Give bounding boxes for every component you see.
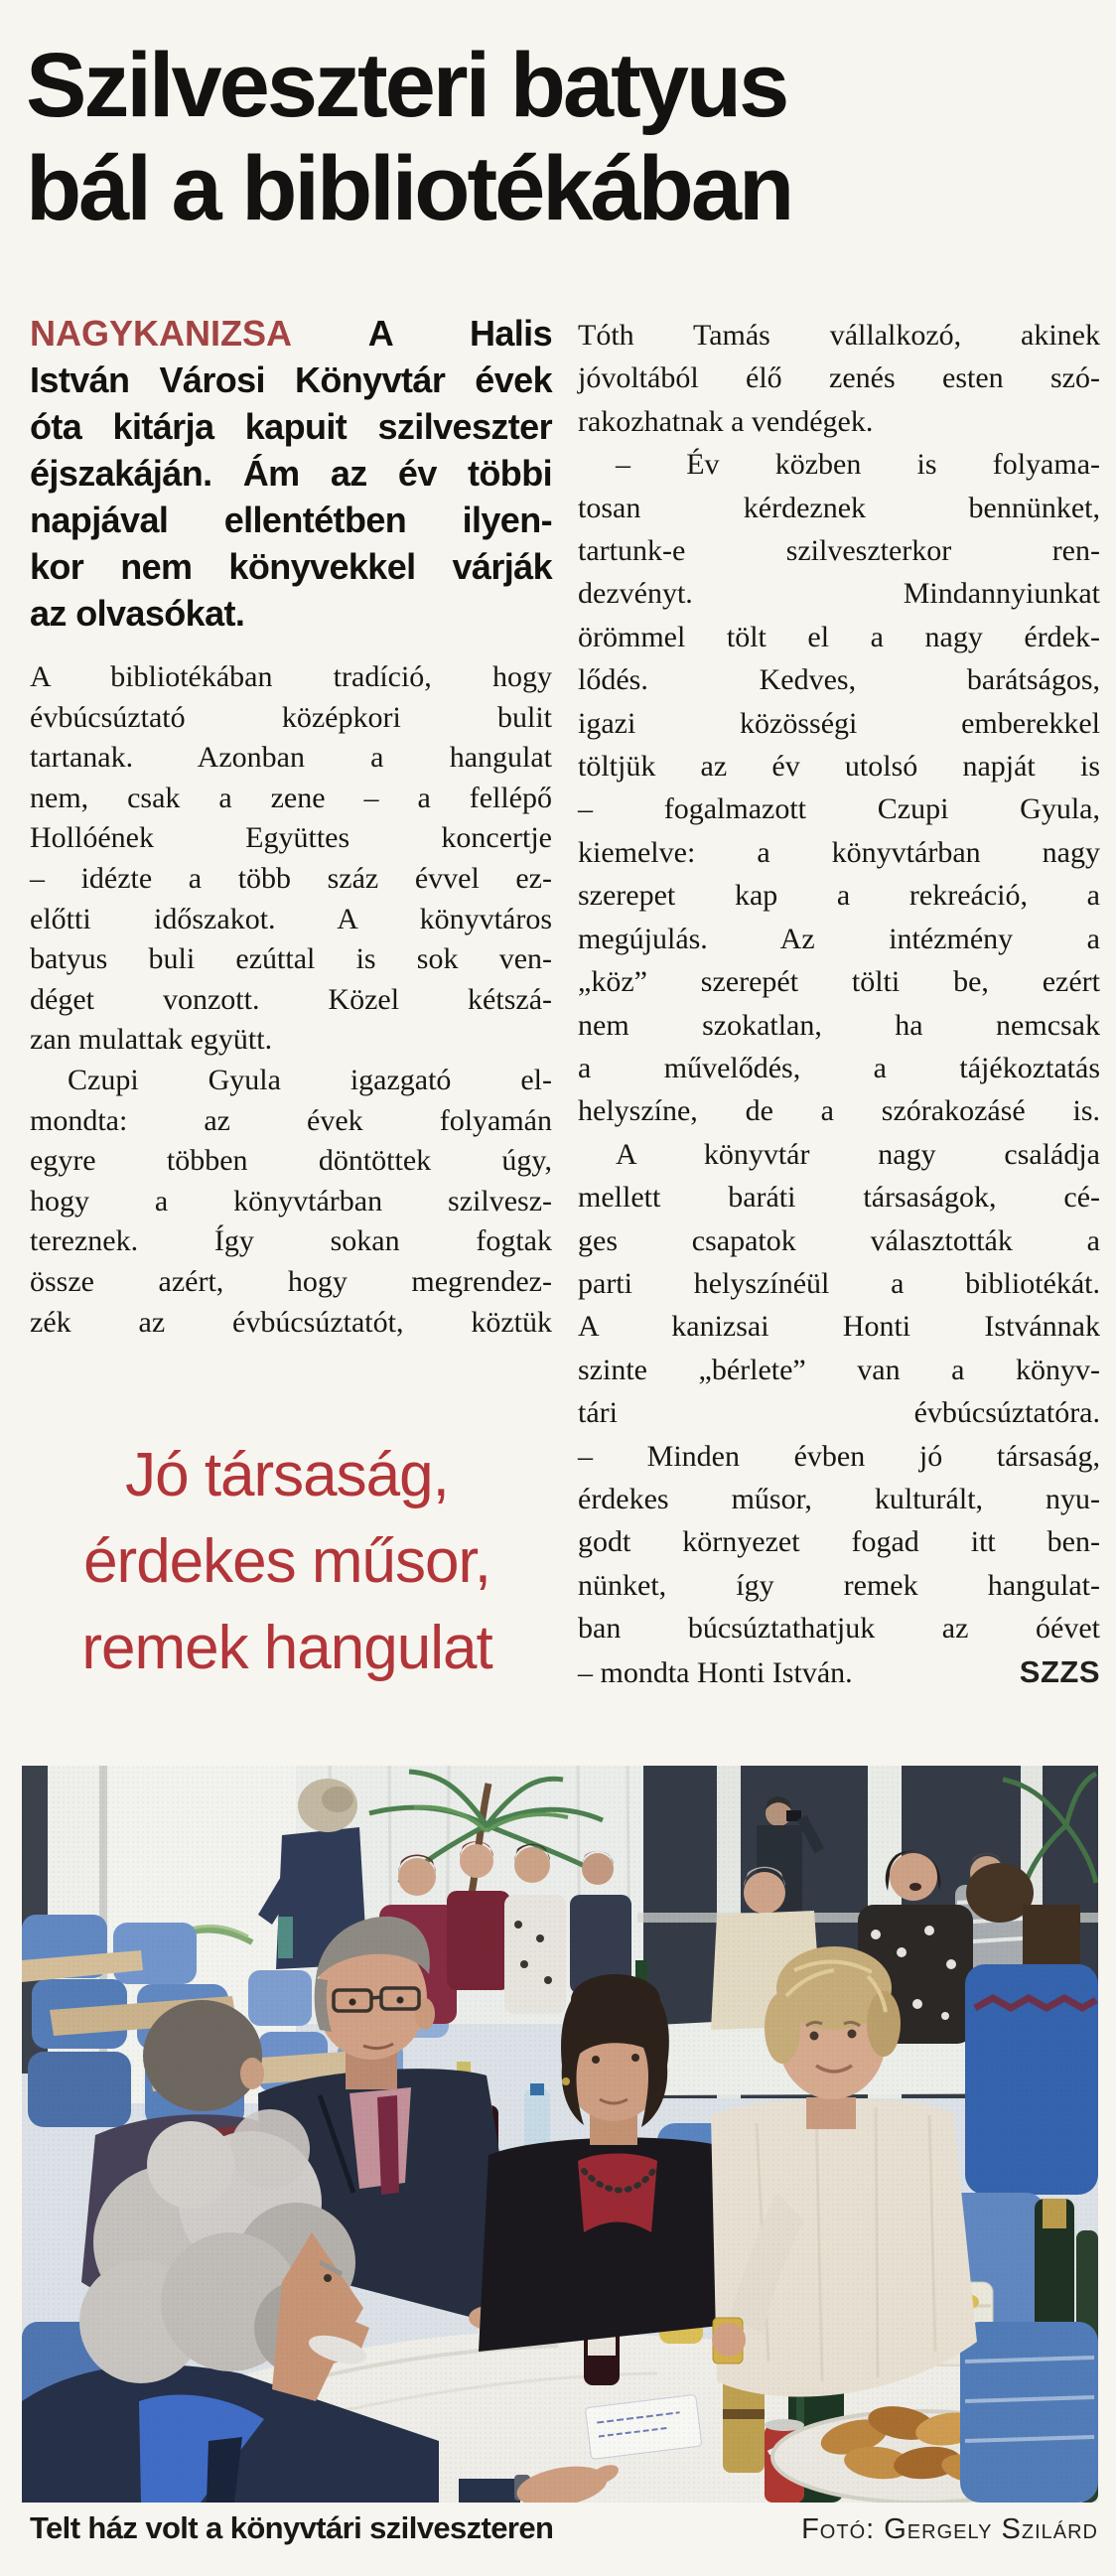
paragraph — [30, 657, 552, 1061]
body-line: Hollóének Együttes koncertje — [30, 821, 552, 855]
article-title-line: bál a bibliotékában — [26, 138, 792, 239]
lead-line: napjával ellentétben ilyen- — [30, 500, 552, 540]
body-line: – fogalmazott Czupi Gyula, — [578, 792, 1100, 826]
lead-paragraph — [30, 310, 552, 637]
body-line: „köz” szerepét tölti be, ezért — [578, 965, 1100, 999]
left-column — [30, 657, 552, 1343]
lead-first-line — [30, 310, 552, 357]
body-line: nem, csak a zene – a fellépő — [30, 781, 552, 814]
body-line: tosan kérdeznek bennünket, — [578, 491, 1100, 524]
lead-line: éjszakáján. Ám az év többi — [30, 453, 552, 494]
body-line: tereznek. Így sokan fogtak — [30, 1224, 552, 1258]
body-line: A bibliotékában tradíció, hogy — [30, 660, 552, 693]
article-title — [26, 34, 1098, 240]
body-line: kiemelve: a könyvtárban nagy — [578, 835, 1100, 869]
body-line: Tóth Tamás vállalkozó, akinek — [578, 319, 1100, 352]
lead-line: István Városi Könyvtár évek — [30, 359, 552, 400]
photo-caption: Telt ház volt a könyvtári szilveszteren — [30, 2510, 554, 2545]
body-line: ban búcsúztathatjuk az óévet — [578, 1612, 1100, 1646]
body-line: a művelődés, a tájékoztatás — [578, 1051, 1100, 1084]
photo-credit: Fotó: Gergely Szilárd — [801, 2513, 1098, 2545]
lead-line: az olvasókat. — [30, 593, 245, 634]
body-line: nünket, így remek hangulat- — [578, 1568, 1100, 1602]
body-line: zan mulattak együtt. — [30, 1023, 273, 1057]
pull-quote-line: remek hangulat — [81, 1614, 492, 1682]
body-line: dezvényt. Mindannyiunkat — [578, 577, 1100, 611]
pull-quote-line: Jó társaság, — [125, 1441, 449, 1509]
pull-quote — [22, 1432, 552, 1691]
lead-lines — [30, 357, 552, 637]
body-line: igazi közösségi emberekkel — [578, 706, 1100, 740]
body-line: tári évbúcsúztatóra. — [578, 1396, 1100, 1430]
body-line: nem szokatlan, ha nemcsak — [578, 1008, 1100, 1042]
body-line: rakozhatnak a vendégek. — [578, 404, 874, 438]
body-line: A könyvtár nagy családja — [616, 1137, 1100, 1171]
paragraph — [578, 443, 1100, 1133]
body-line: szerepet kap a rekreáció, a — [578, 879, 1100, 913]
body-line: hogy a könyvtárban szilvesz- — [30, 1184, 552, 1217]
body-line: – Minden évben jó társaság, — [578, 1439, 1100, 1473]
body-line: lődés. Kedves, barátságos, — [578, 663, 1100, 697]
body-line: szinte „bérlete” van a könyv- — [578, 1353, 1100, 1386]
body-line: déget vonzott. Közel kétszá- — [30, 982, 552, 1016]
lead-line: kor nem könyvekkel várják — [30, 546, 552, 587]
body-line: megújulás. Az intézmény a — [578, 922, 1100, 955]
body-line: előtti időszakot. A könyvtáros — [30, 902, 552, 935]
lead-line: óta kitárja kapuit szilveszter — [30, 406, 552, 447]
closing-line — [578, 1650, 1100, 1694]
paragraph — [30, 1061, 552, 1343]
photo-caption-row — [30, 2510, 1098, 2546]
body-line: parti helyszínéül a bibliotékát. — [578, 1266, 1100, 1300]
right-column — [578, 314, 1100, 1694]
dateline-tag: NAGYKANIZSA — [30, 313, 293, 354]
body-line: – Év közben is folyama- — [616, 448, 1100, 482]
body-line: egyre többen döntöttek úgy, — [30, 1144, 552, 1178]
body-line: töltjük az év utolsó napját is — [578, 750, 1100, 784]
closing-text: – mondta Honti István. — [578, 1655, 853, 1689]
body-line: jóvoltából élő zenés esten szó- — [578, 361, 1100, 395]
paragraph — [578, 1133, 1100, 1650]
photo-illustration — [22, 1766, 1098, 2503]
lead-first-rest: A Halis — [367, 313, 552, 354]
paragraph — [578, 314, 1100, 443]
body-line: tartunk-e szilveszterkor ren- — [578, 534, 1100, 568]
body-line: mellett baráti társaságok, cé- — [578, 1181, 1100, 1215]
author-initials: SZZS — [1019, 1653, 1100, 1689]
body-line: – idézte a több száz évvel ez- — [30, 861, 552, 895]
body-line: batyus buli ezúttal is sok ven- — [30, 942, 552, 976]
pull-quote-line: érdekes műsor, — [83, 1527, 490, 1596]
body-line: Czupi Gyula igazgató el- — [68, 1063, 552, 1096]
body-line: ges csapatok választották a — [578, 1223, 1100, 1257]
body-line: mondta: az évek folyamán — [30, 1103, 552, 1137]
body-line: godt környezet fogad itt ben- — [578, 1525, 1100, 1559]
body-line: helyszíne, de a szórakozásé is. — [578, 1094, 1100, 1128]
article-title-line: Szilveszteri batyus — [26, 35, 787, 136]
body-line: össze azért, hogy megrendez- — [30, 1264, 552, 1298]
body-line: évbúcsúztató középkori bulit — [30, 700, 552, 734]
body-line: A kanizsai Honti Istvánnak — [578, 1310, 1100, 1344]
body-line: örömmel tölt el a nagy érdek- — [578, 620, 1100, 653]
body-line: érdekes műsor, kulturált, nyu- — [578, 1482, 1100, 1515]
body-line: tartanak. Azonban a hangulat — [30, 741, 552, 775]
body-line: zék az évbúcsúztatót, köztük — [30, 1305, 552, 1339]
